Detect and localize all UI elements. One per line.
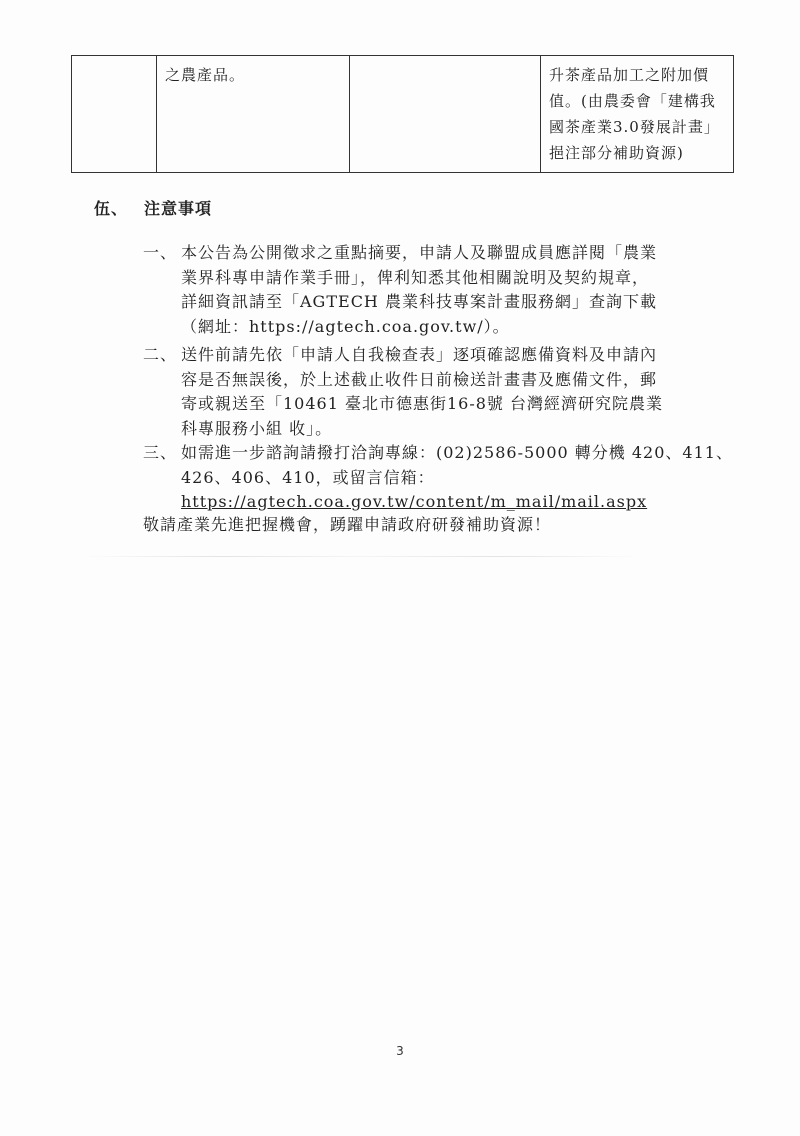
table-cell-empty xyxy=(350,56,541,173)
notice-item-1 xyxy=(143,241,733,339)
cell-text: 值。(由農委會「建構我 xyxy=(549,92,716,110)
table-fragment xyxy=(71,55,734,173)
table-cell-value-add xyxy=(541,56,734,173)
scan-artifact xyxy=(80,556,640,557)
item-line: 詳細資訊請至「AGTECH 農業科技專案計畫服務網」查詢下載 xyxy=(181,292,657,311)
item-line: 容是否無誤後，於上述截止收件日前檢送計畫書及應備文件，郵 xyxy=(181,369,658,389)
item-line: 本公告為公開徵求之重點摘要，申請人及聯盟成員應詳閱「農業 xyxy=(181,243,658,262)
item-marker: 二、 xyxy=(143,345,178,364)
item-marker: 一、 xyxy=(143,243,178,262)
item-line: 426、406、410，或留言信箱： xyxy=(181,467,435,487)
notice-item-2 xyxy=(143,343,733,441)
table-cell-product xyxy=(157,56,350,173)
item-marker: 三、 xyxy=(143,443,178,462)
table-cell-empty xyxy=(72,56,157,173)
section-heading xyxy=(94,196,212,219)
page-number: 3 xyxy=(396,1044,404,1058)
section-title: 注意事項 xyxy=(144,199,213,218)
section-number: 伍、 xyxy=(94,199,129,218)
item-line: 送件前請先依「申請人自我檢查表」逐項確認應備資料及申請內 xyxy=(181,345,658,364)
table-row xyxy=(72,56,734,173)
cell-text: 國茶產業3.0發展計畫」 xyxy=(549,118,720,136)
mail-link[interactable]: https://agtech.coa.gov.tw/content/m_mail/mail.aspx xyxy=(181,492,648,511)
cell-text: 挹注部分補助資源) xyxy=(549,144,684,162)
cell-text: 之農產品。 xyxy=(165,66,246,84)
closing-sentence: 敬請產業先進把握機會，踴躍申請政府研發補助資源！ xyxy=(143,515,552,534)
item-line: 寄或親送至「10461 臺北市德惠街16-8號 台灣經濟研究院農業 xyxy=(181,394,664,413)
item-line: 科專服務小組 收」。 xyxy=(181,418,333,438)
notice-item-3 xyxy=(143,441,733,515)
cell-text: 升茶產品加工之附加價 xyxy=(549,66,710,84)
item-line: 業界科專申請作業手冊」，俾利知悉其他相關說明及契約規章， xyxy=(181,267,650,287)
item-line: 如需進一步諮詢請撥打洽詢專線：(02)2586-5000 轉分機 420、411、 xyxy=(181,443,733,462)
item-line: （網址：https://agtech.coa.gov.tw/）。 xyxy=(181,316,510,336)
